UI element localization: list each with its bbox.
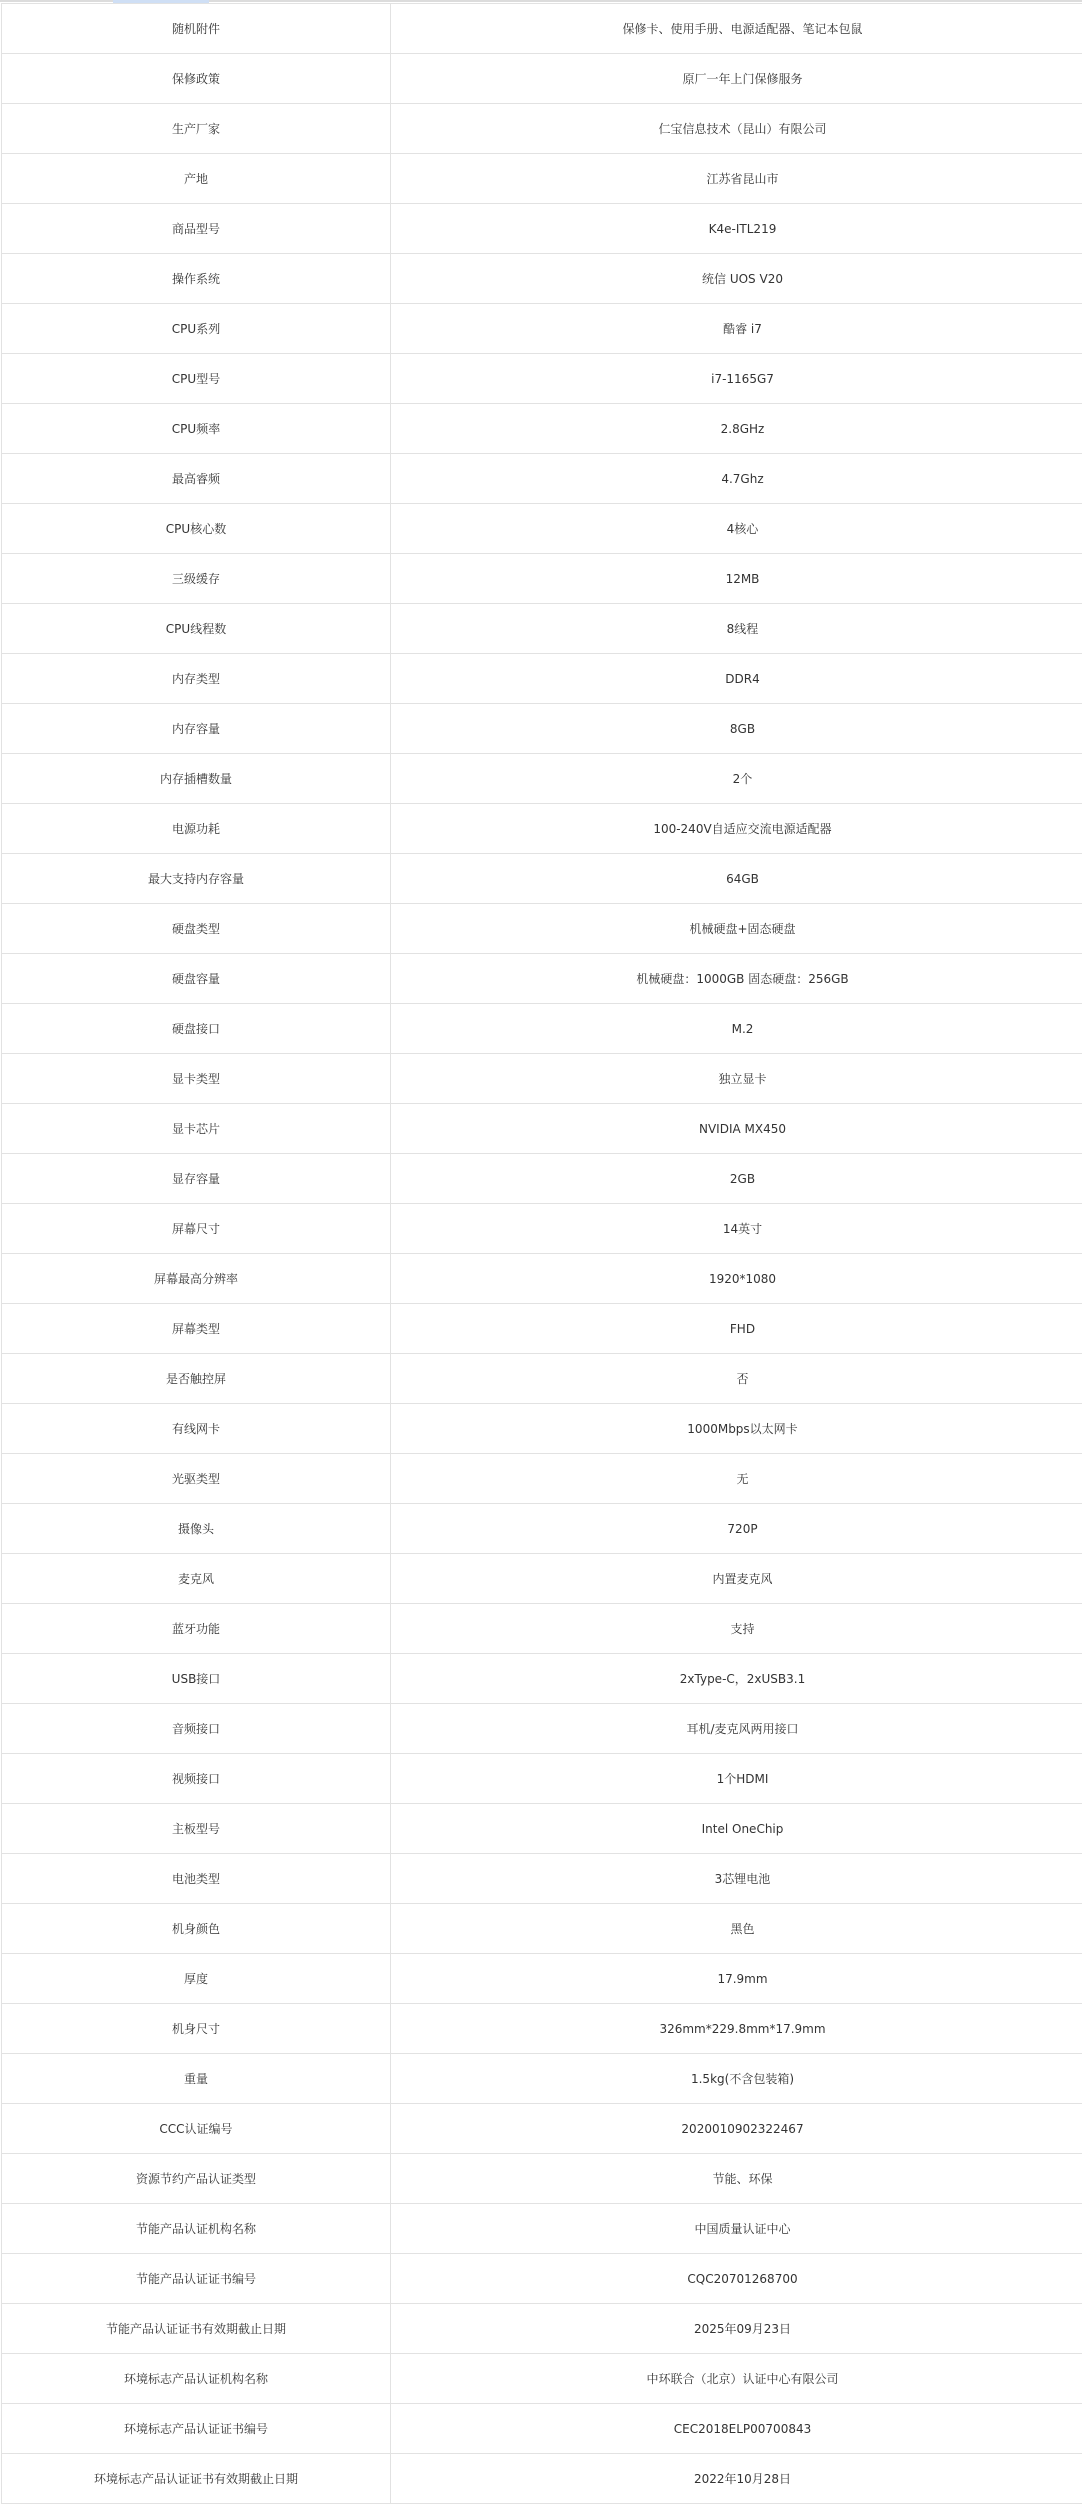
table-row xyxy=(2,1054,1082,1104)
table-row xyxy=(2,2104,1082,2154)
spec-label: 显卡芯片 xyxy=(2,1104,391,1154)
spec-value: 4.7Ghz xyxy=(391,454,1082,504)
spec-label: 保修政策 xyxy=(2,54,391,104)
spec-value: 统信 UOS V20 xyxy=(391,254,1082,304)
spec-value: Intel OneChip xyxy=(391,1804,1082,1854)
table-row xyxy=(2,1454,1082,1504)
spec-label: 屏幕最高分辨率 xyxy=(2,1254,391,1304)
spec-label: 重量 xyxy=(2,2054,391,2104)
table-row xyxy=(2,1154,1082,1204)
table-row xyxy=(2,2454,1082,2504)
table-row xyxy=(2,2354,1082,2404)
spec-value: 机械硬盘：1000GB 固态硬盘：256GB xyxy=(391,954,1082,1004)
spec-value: 100-240V自适应交流电源适配器 xyxy=(391,804,1082,854)
spec-label: 电池类型 xyxy=(2,1854,391,1904)
table-row xyxy=(2,2404,1082,2454)
spec-value: 12MB xyxy=(391,554,1082,604)
spec-value: 耳机/麦克风两用接口 xyxy=(391,1704,1082,1754)
spec-value: 1.5kg(不含包装箱) xyxy=(391,2054,1082,2104)
spec-value: 酷睿 i7 xyxy=(391,304,1082,354)
table-row xyxy=(2,154,1082,204)
spec-value: 节能、环保 xyxy=(391,2154,1082,2204)
spec-label: 产地 xyxy=(2,154,391,204)
table-row xyxy=(2,2204,1082,2254)
spec-label: CPU系列 xyxy=(2,304,391,354)
spec-value: 1000Mbps以太网卡 xyxy=(391,1404,1082,1454)
spec-label: 光驱类型 xyxy=(2,1454,391,1504)
table-row xyxy=(2,1854,1082,1904)
spec-value: 内置麦克风 xyxy=(391,1554,1082,1604)
spec-label: 摄像头 xyxy=(2,1504,391,1554)
table-row xyxy=(2,4,1082,54)
spec-value: 黑色 xyxy=(391,1904,1082,1954)
spec-label: 生产厂家 xyxy=(2,104,391,154)
table-row xyxy=(2,854,1082,904)
spec-value: 2个 xyxy=(391,754,1082,804)
table-row xyxy=(2,954,1082,1004)
spec-value: 2020010902322467 xyxy=(391,2104,1082,2154)
spec-label: 环境标志产品认证机构名称 xyxy=(2,2354,391,2404)
table-row xyxy=(2,54,1082,104)
table-row xyxy=(2,2154,1082,2204)
spec-label: 视频接口 xyxy=(2,1754,391,1804)
spec-value: CQC20701268700 xyxy=(391,2254,1082,2304)
table-row xyxy=(2,454,1082,504)
spec-value: 无 xyxy=(391,1454,1082,1504)
spec-label: 环境标志产品认证证书编号 xyxy=(2,2404,391,2454)
table-row xyxy=(2,554,1082,604)
spec-value: 原厂一年上门保修服务 xyxy=(391,54,1082,104)
table-row xyxy=(2,254,1082,304)
spec-value: 江苏省昆山市 xyxy=(391,154,1082,204)
table-row xyxy=(2,654,1082,704)
table-row xyxy=(2,1604,1082,1654)
table-row xyxy=(2,1254,1082,1304)
spec-label: CPU线程数 xyxy=(2,604,391,654)
spec-label: 麦克风 xyxy=(2,1554,391,1604)
spec-label: 显卡类型 xyxy=(2,1054,391,1104)
spec-value: 8线程 xyxy=(391,604,1082,654)
spec-label: 内存类型 xyxy=(2,654,391,704)
spec-value: 326mm*229.8mm*17.9mm xyxy=(391,2004,1082,2054)
table-row xyxy=(2,604,1082,654)
spec-value: DDR4 xyxy=(391,654,1082,704)
spec-value: 3芯锂电池 xyxy=(391,1854,1082,1904)
table-row xyxy=(2,204,1082,254)
spec-value: 1920*1080 xyxy=(391,1254,1082,1304)
table-row xyxy=(2,1904,1082,1954)
table-row xyxy=(2,2304,1082,2354)
spec-value: 1个HDMI xyxy=(391,1754,1082,1804)
spec-value: 2.8GHz xyxy=(391,404,1082,454)
table-row xyxy=(2,354,1082,404)
table-row xyxy=(2,1404,1082,1454)
spec-label: 最大支持内存容量 xyxy=(2,854,391,904)
spec-value: i7-1165G7 xyxy=(391,354,1082,404)
table-row xyxy=(2,2004,1082,2054)
table-row xyxy=(2,1354,1082,1404)
table-row xyxy=(2,2254,1082,2304)
spec-label: 硬盘类型 xyxy=(2,904,391,954)
spec-value: 中国质量认证中心 xyxy=(391,2204,1082,2254)
spec-label: 资源节约产品认证类型 xyxy=(2,2154,391,2204)
spec-label: 节能产品认证机构名称 xyxy=(2,2204,391,2254)
spec-value: 17.9mm xyxy=(391,1954,1082,2004)
table-row xyxy=(2,2054,1082,2104)
table-row xyxy=(2,404,1082,454)
table-row xyxy=(2,304,1082,354)
table-row xyxy=(2,104,1082,154)
table-row xyxy=(2,1554,1082,1604)
spec-label: USB接口 xyxy=(2,1654,391,1704)
spec-label: 音频接口 xyxy=(2,1704,391,1754)
spec-label: 商品型号 xyxy=(2,204,391,254)
spec-label: CPU频率 xyxy=(2,404,391,454)
spec-table-body xyxy=(2,4,1082,2504)
spec-label: 显存容量 xyxy=(2,1154,391,1204)
table-row xyxy=(2,1754,1082,1804)
spec-value: 14英寸 xyxy=(391,1204,1082,1254)
spec-label: 节能产品认证证书有效期截止日期 xyxy=(2,2304,391,2354)
spec-label: 屏幕类型 xyxy=(2,1304,391,1354)
spec-value: 8GB xyxy=(391,704,1082,754)
table-row xyxy=(2,1654,1082,1704)
spec-value: 2GB xyxy=(391,1154,1082,1204)
table-row xyxy=(2,1704,1082,1754)
spec-value: K4e-ITL219 xyxy=(391,204,1082,254)
spec-label: 节能产品认证证书编号 xyxy=(2,2254,391,2304)
spec-label: 随机附件 xyxy=(2,4,391,54)
spec-value: NVIDIA MX450 xyxy=(391,1104,1082,1154)
spec-label: 有线网卡 xyxy=(2,1404,391,1454)
spec-label: 内存插槽数量 xyxy=(2,754,391,804)
spec-label: 环境标志产品认证证书有效期截止日期 xyxy=(2,2454,391,2504)
spec-value: 2022年10月28日 xyxy=(391,2454,1082,2504)
spec-value: 仁宝信息技术（昆山）有限公司 xyxy=(391,104,1082,154)
table-row xyxy=(2,1004,1082,1054)
spec-value: 4核心 xyxy=(391,504,1082,554)
spec-value: 中环联合（北京）认证中心有限公司 xyxy=(391,2354,1082,2404)
spec-value: 保修卡、使用手册、电源适配器、笔记本包鼠 xyxy=(391,4,1082,54)
table-row xyxy=(2,804,1082,854)
spec-label: CPU型号 xyxy=(2,354,391,404)
spec-label: 硬盘容量 xyxy=(2,954,391,1004)
spec-label: 是否触控屏 xyxy=(2,1354,391,1404)
table-row xyxy=(2,904,1082,954)
table-row xyxy=(2,504,1082,554)
spec-label: 最高睿频 xyxy=(2,454,391,504)
spec-label: 操作系统 xyxy=(2,254,391,304)
spec-value: CEC2018ELP00700843 xyxy=(391,2404,1082,2454)
table-row xyxy=(2,1804,1082,1854)
spec-value: 2xType-C，2xUSB3.1 xyxy=(391,1654,1082,1704)
table-row xyxy=(2,1504,1082,1554)
spec-label: 机身尺寸 xyxy=(2,2004,391,2054)
table-row xyxy=(2,1204,1082,1254)
spec-label: 屏幕尺寸 xyxy=(2,1204,391,1254)
spec-label: 蓝牙功能 xyxy=(2,1604,391,1654)
spec-label: 三级缓存 xyxy=(2,554,391,604)
spec-label: 机身颜色 xyxy=(2,1904,391,1954)
table-row xyxy=(2,754,1082,804)
table-row xyxy=(2,1104,1082,1154)
spec-label: 电源功耗 xyxy=(2,804,391,854)
spec-label: CPU核心数 xyxy=(2,504,391,554)
spec-value: 独立显卡 xyxy=(391,1054,1082,1104)
spec-value: 720P xyxy=(391,1504,1082,1554)
table-row xyxy=(2,1304,1082,1354)
spec-label: 厚度 xyxy=(2,1954,391,2004)
spec-value: FHD xyxy=(391,1304,1082,1354)
spec-value: 2025年09月23日 xyxy=(391,2304,1082,2354)
spec-label: 主板型号 xyxy=(2,1804,391,1854)
spec-table xyxy=(1,3,1082,2504)
spec-label: CCC认证编号 xyxy=(2,2104,391,2154)
spec-value: 64GB xyxy=(391,854,1082,904)
table-row xyxy=(2,1954,1082,2004)
spec-value: 支持 xyxy=(391,1604,1082,1654)
spec-value: 否 xyxy=(391,1354,1082,1404)
spec-value: 机械硬盘+固态硬盘 xyxy=(391,904,1082,954)
spec-value: M.2 xyxy=(391,1004,1082,1054)
spec-label: 内存容量 xyxy=(2,704,391,754)
table-row xyxy=(2,704,1082,754)
spec-label: 硬盘接口 xyxy=(2,1004,391,1054)
